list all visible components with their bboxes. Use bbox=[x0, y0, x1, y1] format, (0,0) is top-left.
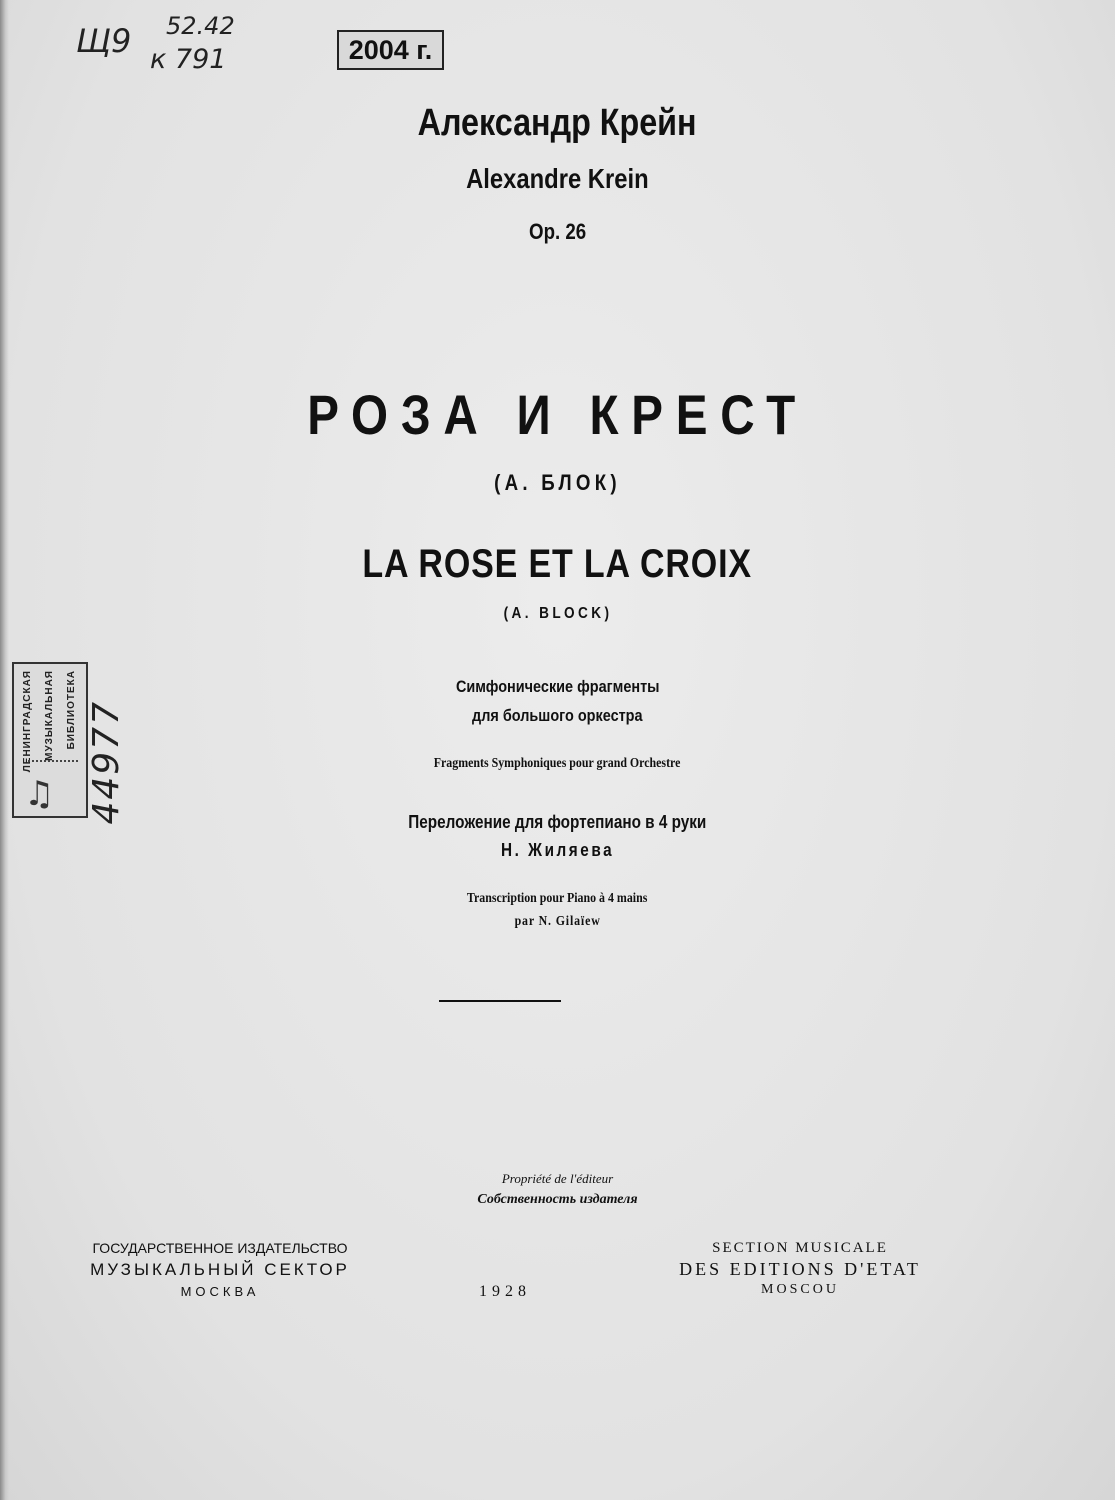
opus-number: Op. 26 bbox=[528, 219, 587, 244]
publisher-french-city: MOSCOU bbox=[761, 1282, 839, 1297]
poet-russian: (А. БЛОК) bbox=[494, 470, 621, 495]
lyre-emblem-icon: ♫ bbox=[24, 774, 55, 814]
subtitle-french: Fragments Symphoniques pour grand Orchestre bbox=[434, 756, 681, 771]
year-stamp: 2004 г. bbox=[337, 30, 444, 70]
publisher-french-line-2: DES EDITIONS D'ETAT bbox=[679, 1259, 921, 1279]
title-russian: РОЗА И КРЕСТ bbox=[307, 383, 808, 446]
handwritten-number-bottom: к 791 bbox=[150, 44, 227, 75]
handwritten-number-top: 52.42 bbox=[166, 12, 235, 40]
property-note-russian: Собственность издателя bbox=[477, 1192, 638, 1207]
handwritten-side-number: 44977 bbox=[86, 700, 127, 825]
publisher-imprint-russian bbox=[40, 1240, 400, 1299]
author-name-latin: Alexandre Krein bbox=[466, 163, 649, 194]
publication-year: 1928 bbox=[479, 1283, 531, 1300]
library-stamp-line-1: ЛЕНИНГРАДСКАЯ bbox=[22, 670, 33, 773]
library-stamp-line-3: БИБЛИОТЕКА bbox=[66, 670, 77, 750]
handwritten-shelfmark: Щ9 bbox=[76, 22, 132, 60]
poet-french: (A. BLOCK) bbox=[503, 605, 612, 622]
property-note-french: Propriété de l'éditeur bbox=[501, 1171, 614, 1186]
publisher-russian-line-2: МУЗЫКАЛЬНЫЙ СЕКТОР bbox=[90, 1260, 350, 1279]
transcription-russian-line-1: Переложение для фортепиано в 4 руки bbox=[408, 812, 707, 832]
transcription-french-line-1: Transcription pour Piano à 4 mains bbox=[467, 891, 648, 906]
transcription-russian-line-2: Н. Жиляева bbox=[500, 840, 615, 860]
publisher-russian-line-1: ГОСУДАРСТВЕННОЕ ИЗДАТЕЛЬСТВО bbox=[92, 1240, 348, 1256]
publisher-imprint-french bbox=[630, 1240, 970, 1298]
publisher-french-line-1: SECTION MUSICALE bbox=[712, 1240, 888, 1256]
title-french: LA ROSE ET LA CROIX bbox=[362, 542, 753, 586]
divider-rule bbox=[439, 1000, 561, 1002]
library-stamp-line-2: МУЗЫКАЛЬНАЯ bbox=[44, 670, 55, 761]
subtitle-russian-line-1: Симфонические фрагменты bbox=[455, 677, 660, 696]
subtitle-russian-line-2: для большого оркестра bbox=[472, 706, 643, 725]
transcription-french-line-2: par N. Gilaïew bbox=[514, 914, 601, 929]
publisher-russian-city: МОСКВА bbox=[180, 1284, 260, 1299]
author-name-russian: Александр Крейн bbox=[418, 102, 697, 144]
